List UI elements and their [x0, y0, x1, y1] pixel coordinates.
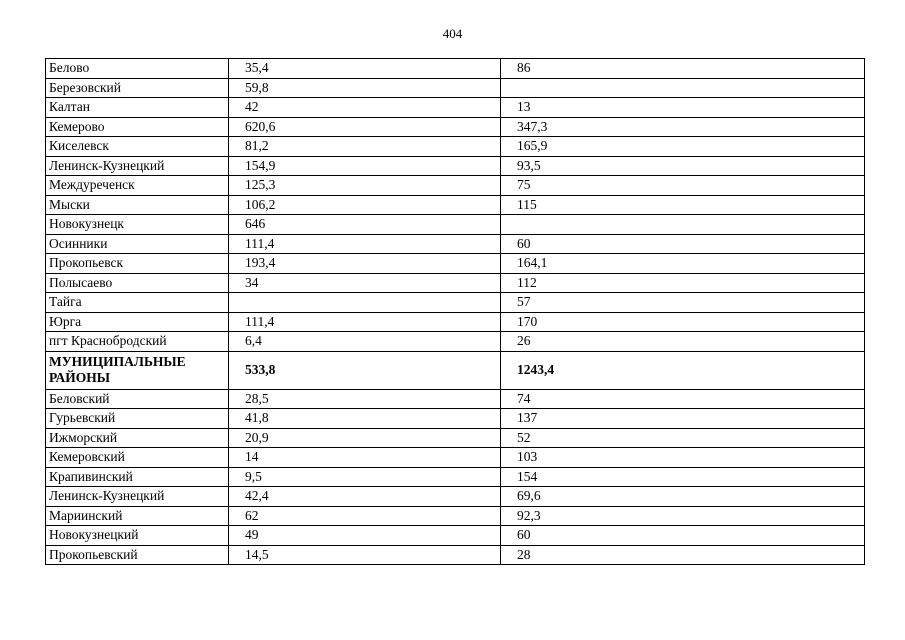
- row-value-cell: [229, 293, 501, 313]
- row-value-cell: 115: [501, 195, 865, 215]
- row-name-cell: Кемерово: [46, 117, 229, 137]
- table-row: [46, 215, 865, 235]
- row-value-cell: 62: [229, 506, 501, 526]
- table-row: [46, 312, 865, 332]
- row-name-cell: Ленинск-Кузнецкий: [46, 487, 229, 507]
- row-name-cell: Мариинский: [46, 506, 229, 526]
- row-value-cell: 164,1: [501, 254, 865, 274]
- row-value-cell: 111,4: [229, 234, 501, 254]
- table-row: [46, 156, 865, 176]
- table-row: [46, 526, 865, 546]
- row-value-cell: 41,8: [229, 409, 501, 429]
- row-value-cell: 112: [501, 273, 865, 293]
- row-value-cell: 154: [501, 467, 865, 487]
- row-name-cell: Новокузнецк: [46, 215, 229, 235]
- row-value-cell: 137: [501, 409, 865, 429]
- table-row: [46, 467, 865, 487]
- row-value-cell: 81,2: [229, 137, 501, 157]
- row-value-cell: 52: [501, 428, 865, 448]
- row-name-cell: Юрга: [46, 312, 229, 332]
- table-row: [46, 332, 865, 352]
- row-value-cell: 14: [229, 448, 501, 468]
- row-value-cell: 74: [501, 389, 865, 409]
- table-row: [46, 117, 865, 137]
- row-value-cell: 26: [501, 332, 865, 352]
- row-value-cell: 6,4: [229, 332, 501, 352]
- row-value-cell: 154,9: [229, 156, 501, 176]
- row-value-cell: 35,4: [229, 59, 501, 79]
- row-value-cell: 646: [229, 215, 501, 235]
- row-name-cell: Новокузнецкий: [46, 526, 229, 546]
- row-value-cell: 75: [501, 176, 865, 196]
- table-row: [46, 176, 865, 196]
- row-name-cell: Осинники: [46, 234, 229, 254]
- table-row: [46, 293, 865, 313]
- row-name-cell: Кемеровский: [46, 448, 229, 468]
- row-name-cell: Беловский: [46, 389, 229, 409]
- table-row: [46, 234, 865, 254]
- row-value-cell: 49: [229, 526, 501, 546]
- table-row: [46, 59, 865, 79]
- table-row: [46, 78, 865, 98]
- row-value-cell: 28: [501, 545, 865, 565]
- row-name-cell: Прокопьевский: [46, 545, 229, 565]
- row-name-cell: пгт Краснобродский: [46, 332, 229, 352]
- row-value-cell: 28,5: [229, 389, 501, 409]
- row-value-cell: 60: [501, 526, 865, 546]
- table-row: [46, 428, 865, 448]
- row-value-cell: 111,4: [229, 312, 501, 332]
- table-row: [46, 195, 865, 215]
- row-name-cell: Ленинск-Кузнецкий: [46, 156, 229, 176]
- row-name-cell: Тайга: [46, 293, 229, 313]
- row-value-cell: 92,3: [501, 506, 865, 526]
- table-body: [46, 59, 865, 565]
- row-value-cell: 9,5: [229, 467, 501, 487]
- table-row: [46, 487, 865, 507]
- table-row: [46, 351, 865, 389]
- row-name-cell: Белово: [46, 59, 229, 79]
- row-value-cell: 193,4: [229, 254, 501, 274]
- row-value-cell: 1243,4: [501, 351, 865, 389]
- row-value-cell: 103: [501, 448, 865, 468]
- row-name-cell: Киселевск: [46, 137, 229, 157]
- table-row: [46, 506, 865, 526]
- row-value-cell: 125,3: [229, 176, 501, 196]
- row-value-cell: 620,6: [229, 117, 501, 137]
- data-table: [45, 58, 865, 565]
- row-value-cell: 57: [501, 293, 865, 313]
- row-name-cell: Полысаево: [46, 273, 229, 293]
- row-name-cell: МУНИЦИПАЛЬНЫЕ РАЙОНЫ: [46, 351, 229, 389]
- row-value-cell: 59,8: [229, 78, 501, 98]
- row-name-cell: Калтан: [46, 98, 229, 118]
- row-value-cell: 533,8: [229, 351, 501, 389]
- row-value-cell: 34: [229, 273, 501, 293]
- row-value-cell: 42,4: [229, 487, 501, 507]
- row-name-cell: Березовский: [46, 78, 229, 98]
- row-value-cell: 14,5: [229, 545, 501, 565]
- table-row: [46, 545, 865, 565]
- row-value-cell: 170: [501, 312, 865, 332]
- row-value-cell: 106,2: [229, 195, 501, 215]
- table-row: [46, 137, 865, 157]
- row-name-cell: Крапивинский: [46, 467, 229, 487]
- row-value-cell: 86: [501, 59, 865, 79]
- row-value-cell: 42: [229, 98, 501, 118]
- table-row: [46, 389, 865, 409]
- row-value-cell: [501, 78, 865, 98]
- row-name-cell: Гурьевский: [46, 409, 229, 429]
- table-row: [46, 409, 865, 429]
- row-name-cell: Мыски: [46, 195, 229, 215]
- table-row: [46, 98, 865, 118]
- row-value-cell: 13: [501, 98, 865, 118]
- table-row: [46, 254, 865, 274]
- row-name-cell: Междуреченск: [46, 176, 229, 196]
- row-value-cell: 347,3: [501, 117, 865, 137]
- row-value-cell: 69,6: [501, 487, 865, 507]
- row-value-cell: 60: [501, 234, 865, 254]
- row-name-cell: Прокопьевск: [46, 254, 229, 274]
- row-value-cell: 93,5: [501, 156, 865, 176]
- table-row: [46, 448, 865, 468]
- row-value-cell: 20,9: [229, 428, 501, 448]
- row-value-cell: 165,9: [501, 137, 865, 157]
- page-number: 404: [442, 26, 463, 41]
- row-value-cell: [501, 215, 865, 235]
- row-name-cell: Ижморский: [46, 428, 229, 448]
- table-row: [46, 273, 865, 293]
